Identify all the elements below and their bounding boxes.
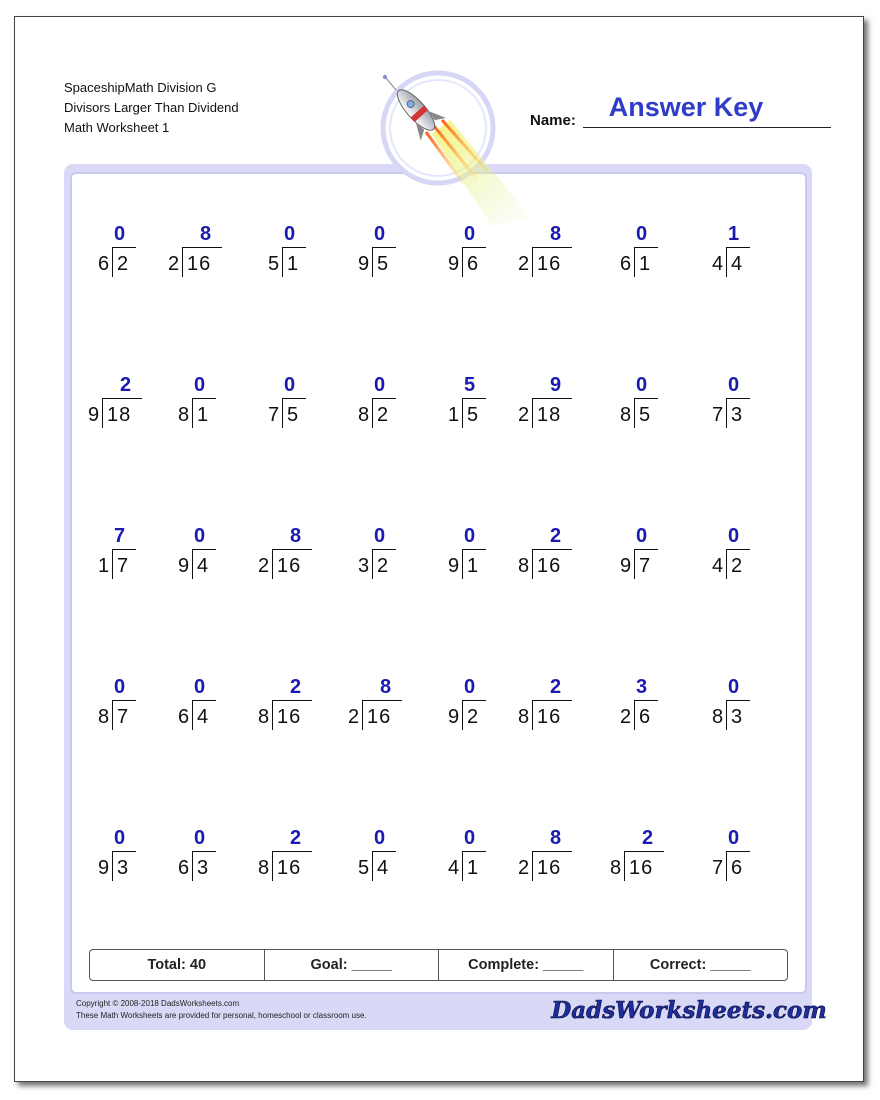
dividend: 3 <box>197 857 210 879</box>
worksheet-subtitle: Divisors Larger Than Dividend <box>64 100 239 115</box>
divisor: 8 <box>610 857 622 879</box>
score-bar <box>89 949 788 981</box>
goal-cell: Goal: _____ <box>265 950 440 980</box>
quotient-answer: 0 <box>728 827 740 849</box>
rocket-icon <box>372 68 542 228</box>
dividend: 5 <box>287 404 300 426</box>
quotient-answer: 0 <box>464 827 476 849</box>
quotient-answer: 8 <box>550 223 562 245</box>
divisor: 8 <box>258 857 270 879</box>
quotient-answer: 0 <box>194 676 206 698</box>
dividend: 3 <box>117 857 130 879</box>
divisor: 4 <box>712 555 724 577</box>
dividend: 18 <box>537 404 562 426</box>
dividend: 5 <box>377 253 390 275</box>
dividend: 7 <box>117 706 130 728</box>
dividend: 16 <box>537 857 562 879</box>
quotient-answer: 9 <box>550 374 562 396</box>
divisor: 2 <box>168 253 180 275</box>
divisor: 4 <box>448 857 460 879</box>
divisor: 6 <box>178 706 190 728</box>
dadsworksheets-logo <box>551 993 827 1027</box>
quotient-answer: 5 <box>464 374 476 396</box>
quotient-answer: 0 <box>194 374 206 396</box>
divisor: 8 <box>358 404 370 426</box>
quotient-answer: 0 <box>728 676 740 698</box>
dividend: 6 <box>731 857 744 879</box>
worksheet-number: Math Worksheet 1 <box>64 120 170 135</box>
dividend: 16 <box>277 857 302 879</box>
quotient-answer: 7 <box>114 525 126 547</box>
divisor: 7 <box>712 857 724 879</box>
dividend: 16 <box>537 253 562 275</box>
dividend: 2 <box>117 253 130 275</box>
dividend: 4 <box>197 555 210 577</box>
quotient-answer: 1 <box>728 223 740 245</box>
quotient-answer: 3 <box>636 676 648 698</box>
quotient-answer: 0 <box>728 374 740 396</box>
dividend: 4 <box>731 253 744 275</box>
divisor: 3 <box>358 555 370 577</box>
divisor: 9 <box>98 857 110 879</box>
divisor: 8 <box>712 706 724 728</box>
quotient-answer: 0 <box>464 525 476 547</box>
dividend: 16 <box>629 857 654 879</box>
quotient-answer: 2 <box>550 525 562 547</box>
divisor: 6 <box>98 253 110 275</box>
quotient-answer: 0 <box>194 525 206 547</box>
divisor: 8 <box>620 404 632 426</box>
dividend: 6 <box>639 706 652 728</box>
dividend: 1 <box>639 253 652 275</box>
quotient-answer: 0 <box>636 374 648 396</box>
quotient-answer: 0 <box>464 223 476 245</box>
dividend: 7 <box>639 555 652 577</box>
name-label: Name: <box>530 112 576 129</box>
correct-cell: Correct: _____ <box>649 957 751 973</box>
divisor: 2 <box>518 253 530 275</box>
divisor: 8 <box>178 404 190 426</box>
copyright-text: Copyright © 2008-2018 DadsWorksheets.com <box>76 999 240 1008</box>
quotient-answer: 0 <box>374 223 386 245</box>
divisor: 2 <box>258 555 270 577</box>
dividend: 2 <box>377 555 390 577</box>
worksheet-header <box>64 78 239 138</box>
dividend: 6 <box>467 253 480 275</box>
divisor: 9 <box>448 706 460 728</box>
dividend: 5 <box>467 404 480 426</box>
divisor: 7 <box>712 404 724 426</box>
divisor: 4 <box>712 253 724 275</box>
quotient-answer: 0 <box>374 525 386 547</box>
divisor: 9 <box>358 253 370 275</box>
divisor: 8 <box>98 706 110 728</box>
usage-note: These Math Worksheets are provided for personal, homeschool or classroom use. <box>76 1011 367 1020</box>
dividend: 16 <box>367 706 392 728</box>
quotient-answer: 0 <box>728 525 740 547</box>
quotient-answer: 0 <box>374 827 386 849</box>
dividend: 4 <box>197 706 210 728</box>
quotient-answer: 0 <box>374 374 386 396</box>
divisor: 2 <box>518 404 530 426</box>
divisor: 8 <box>518 706 530 728</box>
quotient-answer: 0 <box>284 223 296 245</box>
divisor: 9 <box>178 555 190 577</box>
dividend: 1 <box>467 555 480 577</box>
divisor: 5 <box>268 253 280 275</box>
quotient-answer: 0 <box>464 676 476 698</box>
dividend: 7 <box>117 555 130 577</box>
divisor: 9 <box>88 404 100 426</box>
quotient-answer: 0 <box>636 525 648 547</box>
dividend: 16 <box>537 706 562 728</box>
answer-key-title: Answer Key <box>608 92 764 122</box>
quotient-answer: 2 <box>120 374 132 396</box>
dividend: 4 <box>377 857 390 879</box>
divisor: 8 <box>518 555 530 577</box>
quotient-answer: 8 <box>200 223 212 245</box>
divisor: 8 <box>258 706 270 728</box>
quotient-answer: 2 <box>550 676 562 698</box>
quotient-answer: 0 <box>114 676 126 698</box>
dividend: 16 <box>537 555 562 577</box>
dividend: 1 <box>467 857 480 879</box>
divisor: 7 <box>268 404 280 426</box>
dividend: 1 <box>287 253 300 275</box>
complete-cell: Complete: _____ <box>439 950 614 980</box>
worksheet-title: SpaceshipMath Division G <box>64 80 217 95</box>
dividend: 1 <box>197 404 210 426</box>
svg-text:DadsWorksheets.com: DadsWorksheets.com <box>551 997 827 1024</box>
total-cell: Total: 40 <box>90 950 265 980</box>
divisor: 9 <box>448 555 460 577</box>
quotient-answer: 2 <box>642 827 654 849</box>
quotient-answer: 0 <box>114 223 126 245</box>
divisor: 6 <box>620 253 632 275</box>
dividend: 2 <box>731 555 744 577</box>
divisor: 9 <box>620 555 632 577</box>
divisor: 6 <box>178 857 190 879</box>
dividend: 16 <box>277 555 302 577</box>
name-line <box>583 127 831 128</box>
problem-area <box>70 172 807 994</box>
dividend: 5 <box>639 404 652 426</box>
dividend: 2 <box>467 706 480 728</box>
dividend: 16 <box>187 253 212 275</box>
dividend: 18 <box>107 404 132 426</box>
dividend: 16 <box>277 706 302 728</box>
divisor: 5 <box>358 857 370 879</box>
footer <box>76 998 367 1022</box>
divisor: 2 <box>620 706 632 728</box>
divisor: 2 <box>348 706 360 728</box>
quotient-answer: 8 <box>380 676 392 698</box>
dividend: 3 <box>731 404 744 426</box>
dividend: 3 <box>731 706 744 728</box>
quotient-answer: 0 <box>114 827 126 849</box>
quotient-answer: 2 <box>290 676 302 698</box>
quotient-answer: 8 <box>290 525 302 547</box>
quotient-answer: 0 <box>636 223 648 245</box>
quotient-answer: 8 <box>550 827 562 849</box>
divisor: 9 <box>448 253 460 275</box>
dividend: 2 <box>377 404 390 426</box>
quotient-answer: 2 <box>290 827 302 849</box>
divisor: 1 <box>448 404 460 426</box>
quotient-answer: 0 <box>194 827 206 849</box>
quotient-answer: 0 <box>284 374 296 396</box>
divisor: 2 <box>518 857 530 879</box>
divisor: 1 <box>98 555 110 577</box>
